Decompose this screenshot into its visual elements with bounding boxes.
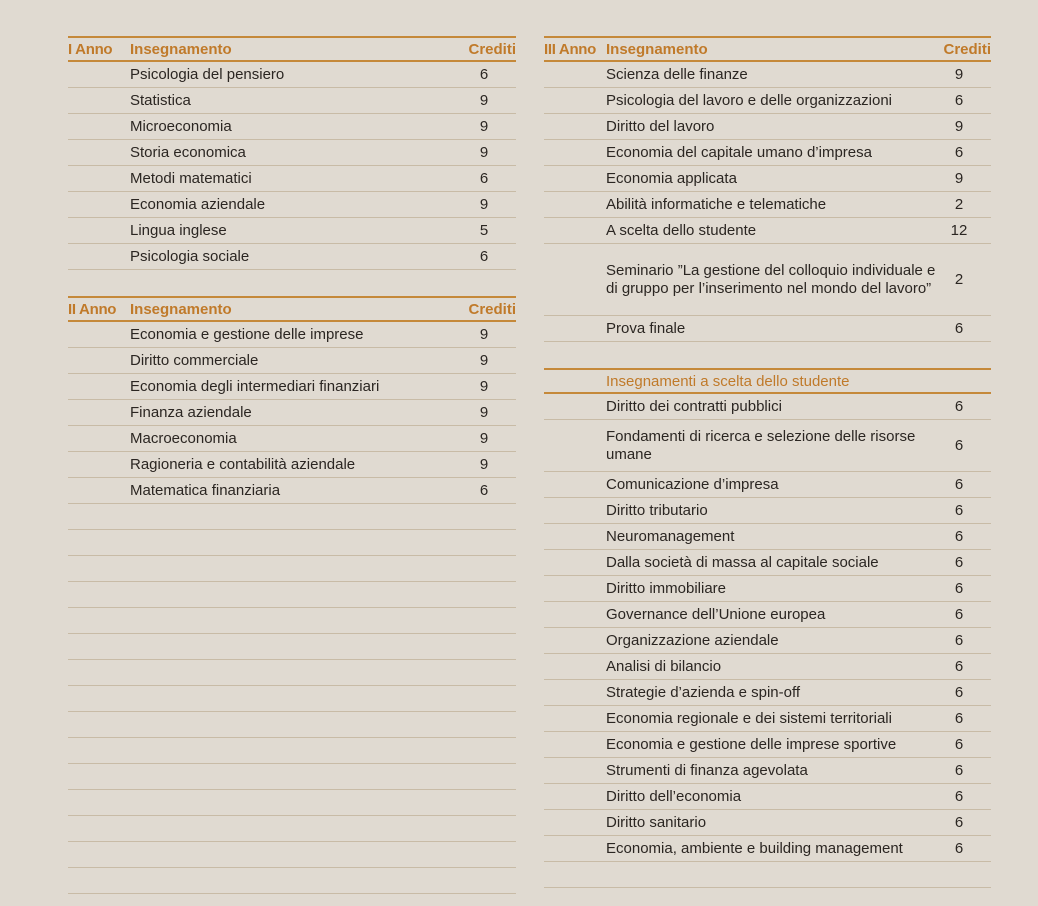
course-name: Fondamenti di ricerca e selezione delle risorse umane [606,427,916,463]
course-credits: 2 [954,196,964,213]
credits-header: Crediti [468,40,516,58]
table-row [544,192,991,218]
table-row [68,348,516,374]
empty-row [68,556,516,582]
course-name: Economia applicata [606,169,737,187]
table-row [544,576,991,602]
course-credits: 6 [954,528,964,545]
table-row [544,654,991,680]
empty-row [68,634,516,660]
course-name: Microeconomia [130,117,232,135]
right-column [544,36,991,888]
first-year-table [68,62,516,270]
year-label: III Anno [544,40,597,58]
course-header: Insegnamento [130,300,232,318]
table-row [544,316,991,342]
course-credits: 9 [479,118,489,135]
course-name: Seminario ”La gestione del colloquio individuale e di gruppo per l’inserimento nel mondo del lavoro” [606,261,936,297]
course-credits: 9 [954,66,964,83]
course-name: Macroeconomia [130,429,237,447]
course-name: Economia del capitale umano d’impresa [606,143,872,161]
course-credits: 6 [479,66,489,83]
course-credits: 12 [950,222,968,239]
table-row [544,680,991,706]
course-name: Economia, ambiente e building management [606,839,903,857]
table-row [544,420,991,472]
table-row [68,218,516,244]
course-name: Finanza aziendale [130,403,252,421]
course-name: Economia e gestione delle imprese sportive [606,735,897,753]
course-name: Comunicazione d’impresa [606,475,779,493]
table-row [68,400,516,426]
course-name: Diritto immobiliare [606,579,727,597]
course-credits: 6 [954,606,964,623]
course-credits: 9 [954,170,964,187]
second-year-header [68,296,516,322]
course-name: Psicologia del lavoro e delle organizzazioni [606,91,893,109]
table-row [544,166,991,192]
course-credits: 6 [954,580,964,597]
empty-row [68,764,516,790]
course-header: Insegnamento [606,40,708,58]
course-credits: 5 [479,222,489,239]
second-year-table [68,322,516,504]
empty-row [68,686,516,712]
course-name: Neuromanagement [606,527,735,545]
course-credits: 6 [954,502,964,519]
course-name: Metodi matematici [130,169,252,187]
course-name: Diritto dell’economia [606,787,742,805]
course-credits: 9 [479,456,489,473]
course-name: Economia aziendale [130,195,266,213]
table-row [544,706,991,732]
course-name: Storia economica [130,143,246,161]
course-name: Psicologia del pensiero [130,65,285,83]
course-credits: 6 [954,398,964,415]
course-credits: 6 [954,840,964,857]
course-name: Prova finale [606,319,686,337]
table-row [544,628,991,654]
table-row [544,472,991,498]
table-row [68,374,516,400]
course-credits: 6 [954,437,964,454]
course-credits: 6 [954,736,964,753]
empty-row [68,790,516,816]
table-row [544,140,991,166]
first-year-header [68,36,516,62]
table-row [544,244,991,316]
course-name: Diritto sanitario [606,813,707,831]
course-name: Scienza delle finanze [606,65,748,83]
course-credits: 2 [954,271,964,288]
table-row [544,62,991,88]
table-row [544,784,991,810]
table-row [544,394,991,420]
course-name: Economia regionale e dei sistemi territoriali [606,709,892,727]
course-credits: 6 [954,632,964,649]
table-row [68,244,516,270]
empty-row [68,504,516,530]
course-credits: 9 [479,196,489,213]
empty-row [68,608,516,634]
electives-title: Insegnamenti a scelta dello studente [606,372,850,390]
course-name: Governance dell’Unione europea [606,605,826,623]
table-row [544,550,991,576]
table-row [68,88,516,114]
course-name: Lingua inglese [130,221,227,239]
empty-row [68,868,516,894]
table-row [68,426,516,452]
course-name: Economia degli intermediari finanziari [130,377,380,395]
table-row [68,478,516,504]
table-row [68,166,516,192]
empty-row [544,862,991,888]
course-credits: 6 [954,554,964,571]
credits-header: Crediti [943,40,991,58]
table-row [544,218,991,244]
table-row [544,88,991,114]
course-credits: 9 [479,144,489,161]
left-column [68,36,516,894]
course-credits: 6 [479,248,489,265]
course-credits: 9 [479,430,489,447]
course-name: Matematica finanziaria [130,481,281,499]
course-name: Diritto del lavoro [606,117,715,135]
table-row [68,114,516,140]
third-year-table [544,62,991,342]
empty-row [68,660,516,686]
table-row [544,602,991,628]
table-row [544,732,991,758]
course-credits: 6 [954,92,964,109]
course-credits: 6 [479,482,489,499]
course-credits: 6 [954,762,964,779]
course-name: Ragioneria e contabilità aziendale [130,455,356,473]
course-name: A scelta dello studente [606,221,757,239]
table-row [68,452,516,478]
empty-row [68,582,516,608]
empty-row [68,712,516,738]
course-name: Abilità informatiche e telematiche [606,195,827,213]
course-name: Diritto tributario [606,501,708,519]
table-row [68,62,516,88]
course-name: Strumenti di finanza agevolata [606,761,808,779]
empty-row [68,842,516,868]
empty-row [68,738,516,764]
table-row [544,498,991,524]
table-row [544,810,991,836]
course-credits: 9 [954,118,964,135]
year-label: I Anno [68,40,113,58]
table-row [68,192,516,218]
course-name: Psicologia sociale [130,247,250,265]
course-name: Economia e gestione delle imprese [130,325,364,343]
course-name: Diritto dei contratti pubblici [606,397,782,415]
course-credits: 6 [954,710,964,727]
table-row [68,140,516,166]
table-row [544,114,991,140]
electives-header [544,368,991,394]
electives-table [544,394,991,862]
empty-row [68,816,516,842]
course-credits: 9 [479,326,489,343]
table-row [544,836,991,862]
course-name: Statistica [130,91,191,109]
course-name: Diritto commerciale [130,351,259,369]
year-label: II Anno [68,300,117,318]
course-credits: 6 [954,814,964,831]
course-credits: 6 [954,476,964,493]
course-credits: 6 [479,170,489,187]
third-year-header [544,36,991,62]
course-header: Insegnamento [130,40,232,58]
course-name: Analisi di bilancio [606,657,722,675]
course-credits: 9 [479,404,489,421]
course-name: Strategie d’azienda e spin-off [606,683,801,701]
course-credits: 6 [954,144,964,161]
credits-header: Crediti [468,300,516,318]
course-credits: 6 [954,684,964,701]
table-row [544,524,991,550]
course-credits: 6 [954,788,964,805]
course-name: Dalla società di massa al capitale sociale [606,553,879,571]
course-credits: 6 [954,320,964,337]
course-credits: 9 [479,378,489,395]
course-credits: 9 [479,352,489,369]
course-credits: 9 [479,92,489,109]
course-credits: 6 [954,658,964,675]
empty-rows [68,504,516,894]
table-row [68,322,516,348]
course-name: Organizzazione aziendale [606,631,779,649]
table-row [544,758,991,784]
empty-row [68,530,516,556]
